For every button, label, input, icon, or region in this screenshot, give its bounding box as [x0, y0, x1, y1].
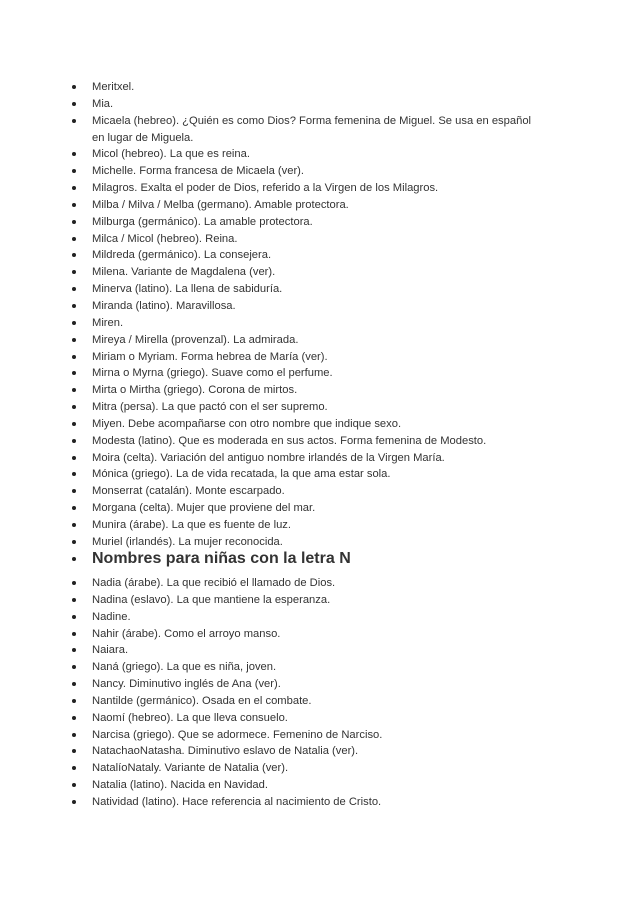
list-item: NatachaoNatasha. Diminutivo eslavo de Natalia (ver).: [72, 743, 532, 760]
list-item: Naná (griego). La que es niña, joven.: [72, 659, 532, 676]
list-item: Natalia (latino). Nacida en Navidad.: [72, 777, 532, 794]
list-item: Meritxel.: [72, 79, 532, 96]
list-item: Munira (árabe). La que es fuente de luz.: [72, 517, 532, 534]
names-list-n: [72, 575, 532, 811]
list-item: Milca / Micol (hebreo). Reina.: [72, 231, 532, 248]
list-item: Narcisa (griego). Que se adormece. Femenino de Narciso.: [72, 727, 532, 744]
list-item: Muriel (irlandés). La mujer reconocida.: [72, 534, 532, 551]
list-item: Nancy. Diminutivo inglés de Ana (ver).: [72, 676, 532, 693]
list-item: Micaela (hebreo). ¿Quién es como Dios? Forma femenina de Miguel. Se usa en español en lugar de Miguela.: [72, 113, 532, 147]
names-list-m: [72, 79, 532, 551]
list-item: Mónica (griego). La de vida recatada, la que ama estar sola.: [72, 466, 532, 483]
list-item: Milba / Milva / Melba (germano). Amable protectora.: [72, 197, 532, 214]
list-item: Nantilde (germánico). Osada en el combate.: [72, 693, 532, 710]
list-item: Moira (celta). Variación del antiguo nombre irlandés de la Virgen María.: [72, 450, 532, 467]
list-item: Mitra (persa). La que pactó con el ser supremo.: [72, 399, 532, 416]
list-item: Natividad (latino). Hace referencia al nacimiento de Cristo.: [72, 794, 532, 811]
list-item: Morgana (celta). Mujer que proviene del mar.: [72, 500, 532, 517]
section-heading-n: Nombres para niñas con la letra N: [72, 549, 552, 569]
list-item: Naiara.: [72, 642, 532, 659]
list-item: Milagros. Exalta el poder de Dios, referido a la Virgen de los Milagros.: [72, 180, 532, 197]
list-item: Nadine.: [72, 609, 532, 626]
list-item: Miren.: [72, 315, 532, 332]
list-item: Nadina (eslavo). La que mantiene la esperanza.: [72, 592, 532, 609]
list-item: Modesta (latino). Que es moderada en sus actos. Forma femenina de Modesto.: [72, 433, 532, 450]
list-item: Mildreda (germánico). La consejera.: [72, 247, 532, 264]
list-item: Mirna o Myrna (griego). Suave como el perfume.: [72, 365, 532, 382]
list-item: Micol (hebreo). La que es reina.: [72, 146, 532, 163]
list-item: Milburga (germánico). La amable protectora.: [72, 214, 532, 231]
list-item: Miyen. Debe acompañarse con otro nombre que indique sexo.: [72, 416, 532, 433]
list-item: Nadia (árabe). La que recibió el llamado de Dios.: [72, 575, 532, 592]
list-item: Nahir (árabe). Como el arroyo manso.: [72, 626, 532, 643]
list-item: Monserrat (catalán). Monte escarpado.: [72, 483, 532, 500]
list-item: Naomí (hebreo). La que lleva consuelo.: [72, 710, 532, 727]
list-item: Miranda (latino). Maravillosa.: [72, 298, 532, 315]
list-item: Miriam o Myriam. Forma hebrea de María (ver).: [72, 349, 532, 366]
list-item: NatalíoNataly. Variante de Natalia (ver).: [72, 760, 532, 777]
list-item: Mirta o Mirtha (griego). Corona de mirtos.: [72, 382, 532, 399]
list-item: Minerva (latino). La llena de sabiduría.: [72, 281, 532, 298]
list-item: Milena. Variante de Magdalena (ver).: [72, 264, 532, 281]
list-item: Mireya / Mirella (provenzal). La admirada.: [72, 332, 532, 349]
list-item: Michelle. Forma francesa de Micaela (ver).: [72, 163, 532, 180]
list-item: Mia.: [72, 96, 532, 113]
